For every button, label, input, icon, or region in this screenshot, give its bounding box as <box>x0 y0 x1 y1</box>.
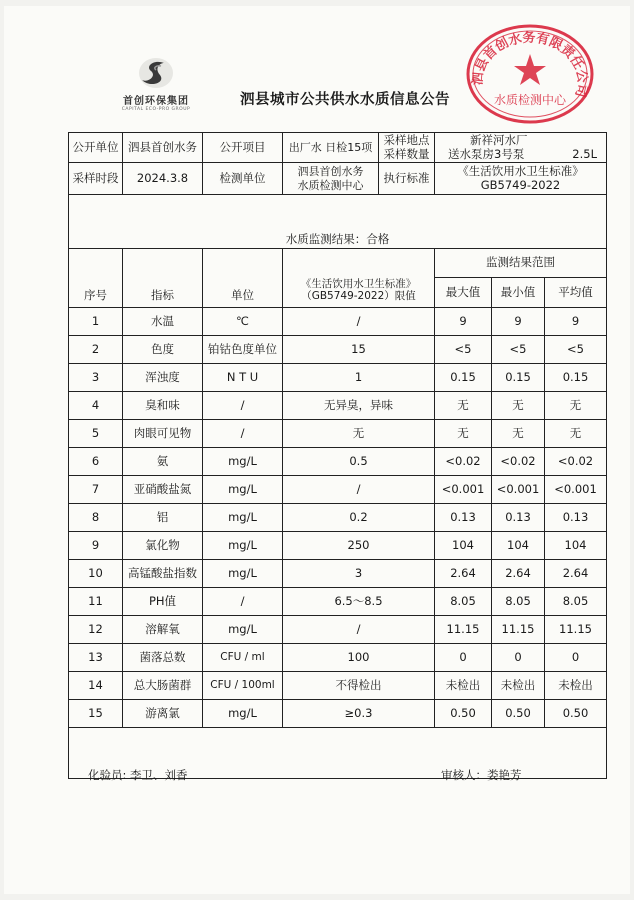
row-no: 8 <box>69 504 123 532</box>
row-indicator: 水温 <box>123 308 203 336</box>
row-indicator: 总大肠菌群 <box>123 672 203 700</box>
row-unit: mg/L <box>203 700 283 728</box>
test-unit-line1: 泗县首创水务 <box>297 165 364 179</box>
seal-center-text: 水质检测中心 <box>493 93 567 107</box>
row-min: 无 <box>492 420 545 448</box>
info-row-1 <box>69 133 607 163</box>
tester-signature: 化验员: 李卫、刘香 <box>88 768 188 782</box>
row-min: 2.64 <box>492 560 545 588</box>
row-indicator: 高锰酸盐指数 <box>123 560 203 588</box>
row-avg: 无 <box>545 420 607 448</box>
table-row <box>69 308 607 336</box>
row-avg: 2.64 <box>545 560 607 588</box>
publish-unit-value: 泗县首创水务 <box>123 133 203 163</box>
reviewer-signature: 审核人：娄艳芳 <box>441 768 522 782</box>
row-min: 无 <box>492 392 545 420</box>
row-min: 104 <box>492 532 545 560</box>
table-row <box>69 420 607 448</box>
sampling-site-value2: 送水泵房3号泵 <box>448 146 525 161</box>
info-row-2 <box>69 163 607 195</box>
test-unit-value <box>283 163 379 195</box>
row-min: 未检出 <box>492 672 545 700</box>
result-label: 水质监测结果：合格 <box>69 231 607 249</box>
row-min: <5 <box>492 336 545 364</box>
publish-unit-label: 公开单位 <box>69 133 123 163</box>
table-row <box>69 560 607 588</box>
col-unit: 单位 <box>203 249 283 308</box>
logo-mark-icon <box>136 56 176 90</box>
row-max: 未检出 <box>435 672 492 700</box>
table-row <box>69 504 607 532</box>
col-min: 最小值 <box>492 278 545 308</box>
row-indicator: 菌落总数 <box>123 644 203 672</box>
row-unit: N T U <box>203 364 283 392</box>
sampling-site-label: 采样地点 <box>383 132 430 147</box>
water-quality-table <box>68 132 607 779</box>
row-indicator: 溶解氧 <box>123 616 203 644</box>
table-row <box>69 448 607 476</box>
row-min: 0.13 <box>492 504 545 532</box>
row-indicator: 浑浊度 <box>123 364 203 392</box>
col-avg: 平均值 <box>545 278 607 308</box>
row-indicator: PH值 <box>123 588 203 616</box>
row-unit: mg/L <box>203 560 283 588</box>
row-limit: ≥0.3 <box>283 700 435 728</box>
standard-value <box>435 163 607 195</box>
logo-company-en: CAPITAL ECO-PRO GROUP <box>121 107 191 112</box>
row-min: 11.15 <box>492 616 545 644</box>
row-max: 11.15 <box>435 616 492 644</box>
row-max: 0.15 <box>435 364 492 392</box>
row-no: 14 <box>69 672 123 700</box>
row-limit: 3 <box>283 560 435 588</box>
row-indicator: 游离氯 <box>123 700 203 728</box>
row-limit: 不得检出 <box>283 672 435 700</box>
row-avg: 无 <box>545 392 607 420</box>
row-limit: 15 <box>283 336 435 364</box>
table-row <box>69 364 607 392</box>
row-no: 15 <box>69 700 123 728</box>
sampling-qty-label: 采样数量 <box>383 146 430 161</box>
row-indicator: 亚硝酸盐氮 <box>123 476 203 504</box>
seal-ring-text: 泗县首创水务有限责任公司 <box>470 30 590 99</box>
row-unit: 铂钴色度单位 <box>203 336 283 364</box>
row-limit: 250 <box>283 532 435 560</box>
column-header-row-1 <box>69 249 607 278</box>
row-min: 0 <box>492 644 545 672</box>
row-limit: 100 <box>283 644 435 672</box>
table-row <box>69 336 607 364</box>
row-unit: / <box>203 392 283 420</box>
row-no: 2 <box>69 336 123 364</box>
row-avg: 8.05 <box>545 588 607 616</box>
row-unit: mg/L <box>203 616 283 644</box>
row-min: <0.001 <box>492 476 545 504</box>
row-limit: / <box>283 308 435 336</box>
row-no: 3 <box>69 364 123 392</box>
official-seal-icon <box>455 18 605 128</box>
row-avg: <5 <box>545 336 607 364</box>
row-limit: 0.5 <box>283 448 435 476</box>
table-row <box>69 392 607 420</box>
row-no: 9 <box>69 532 123 560</box>
spacer-row <box>69 195 607 232</box>
row-max: <0.001 <box>435 476 492 504</box>
row-no: 10 <box>69 560 123 588</box>
sampling-qty-value: 2.5L <box>572 146 597 161</box>
row-limit: 0.2 <box>283 504 435 532</box>
row-avg: 9 <box>545 308 607 336</box>
row-avg: 0.13 <box>545 504 607 532</box>
result-row <box>69 231 607 249</box>
data-rows <box>69 308 607 728</box>
row-avg: 未检出 <box>545 672 607 700</box>
row-indicator: 铝 <box>123 504 203 532</box>
row-indicator: 肉眼可见物 <box>123 420 203 448</box>
row-unit: mg/L <box>203 448 283 476</box>
company-logo <box>116 56 196 116</box>
row-no: 4 <box>69 392 123 420</box>
row-max: 0.13 <box>435 504 492 532</box>
col-range: 监测结果范围 <box>435 249 607 278</box>
sampling-site-value: 新祥河水厂 <box>470 132 528 147</box>
row-min: 0.50 <box>492 700 545 728</box>
publish-item-label: 公开项目 <box>203 133 283 163</box>
table-row <box>69 588 607 616</box>
sampling-time-value: 2024.3.8 <box>123 163 203 195</box>
col-limit <box>283 249 435 308</box>
col-no: 序号 <box>69 249 123 308</box>
col-indicator: 指标 <box>123 249 203 308</box>
table-row <box>69 616 607 644</box>
logo-company-cn: 首创环保集团 <box>123 96 189 107</box>
standard-line2: GB5749-2022 <box>480 177 561 192</box>
col-limit-line1: 《生活饮用水卫生标准》 <box>300 277 417 290</box>
table-row <box>69 700 607 728</box>
col-limit-line2: （GB5749-2022）限值 <box>301 290 416 303</box>
row-min: <0.02 <box>492 448 545 476</box>
row-limit: / <box>283 616 435 644</box>
row-max: <5 <box>435 336 492 364</box>
row-no: 1 <box>69 308 123 336</box>
test-unit-line2: 水质检测中心 <box>297 178 364 192</box>
sampling-time-label: 采样时段 <box>69 163 123 195</box>
row-no: 5 <box>69 420 123 448</box>
row-avg: <0.02 <box>545 448 607 476</box>
row-avg: 104 <box>545 532 607 560</box>
standard-line1: 《生活饮用水卫生标准》 <box>457 163 584 178</box>
row-indicator: 氨 <box>123 448 203 476</box>
row-unit: / <box>203 588 283 616</box>
row-max: 8.05 <box>435 588 492 616</box>
row-unit: mg/L <box>203 532 283 560</box>
row-unit: mg/L <box>203 504 283 532</box>
row-no: 13 <box>69 644 123 672</box>
row-no: 11 <box>69 588 123 616</box>
publish-item-value: 出厂水 日检15项 <box>283 133 379 163</box>
row-no: 7 <box>69 476 123 504</box>
row-avg: <0.001 <box>545 476 607 504</box>
table-row <box>69 532 607 560</box>
row-limit: 无异臭，异味 <box>283 392 435 420</box>
row-no: 12 <box>69 616 123 644</box>
row-max: 无 <box>435 420 492 448</box>
row-avg: 0.50 <box>545 700 607 728</box>
row-indicator: 色度 <box>123 336 203 364</box>
row-unit: ℃ <box>203 308 283 336</box>
row-avg: 0 <box>545 644 607 672</box>
row-unit: mg/L <box>203 476 283 504</box>
row-unit: / <box>203 420 283 448</box>
test-unit-label: 检测单位 <box>203 163 283 195</box>
sampling-labels <box>379 133 435 163</box>
table-row <box>69 644 607 672</box>
row-unit: CFU / ml <box>203 644 283 672</box>
row-max: 2.64 <box>435 560 492 588</box>
page-title: 泗县城市公共供水水质信息公告 <box>240 92 450 108</box>
table-row <box>69 476 607 504</box>
row-limit: 无 <box>283 420 435 448</box>
table-row <box>69 672 607 700</box>
row-limit: 6.5～8.5 <box>283 588 435 616</box>
standard-label: 执行标准 <box>379 163 435 195</box>
row-min: 8.05 <box>492 588 545 616</box>
row-indicator: 臭和味 <box>123 392 203 420</box>
document-sheet <box>4 6 630 894</box>
col-max: 最大值 <box>435 278 492 308</box>
row-min: 9 <box>492 308 545 336</box>
row-max: 9 <box>435 308 492 336</box>
row-max: 104 <box>435 532 492 560</box>
row-max: <0.02 <box>435 448 492 476</box>
row-max: 0.50 <box>435 700 492 728</box>
row-avg: 11.15 <box>545 616 607 644</box>
row-indicator: 氯化物 <box>123 532 203 560</box>
row-no: 6 <box>69 448 123 476</box>
row-limit: 1 <box>283 364 435 392</box>
row-limit: / <box>283 476 435 504</box>
sampling-values <box>435 133 607 163</box>
row-unit: CFU / 100ml <box>203 672 283 700</box>
row-max: 无 <box>435 392 492 420</box>
row-avg: 0.15 <box>545 364 607 392</box>
row-min: 0.15 <box>492 364 545 392</box>
row-max: 0 <box>435 644 492 672</box>
